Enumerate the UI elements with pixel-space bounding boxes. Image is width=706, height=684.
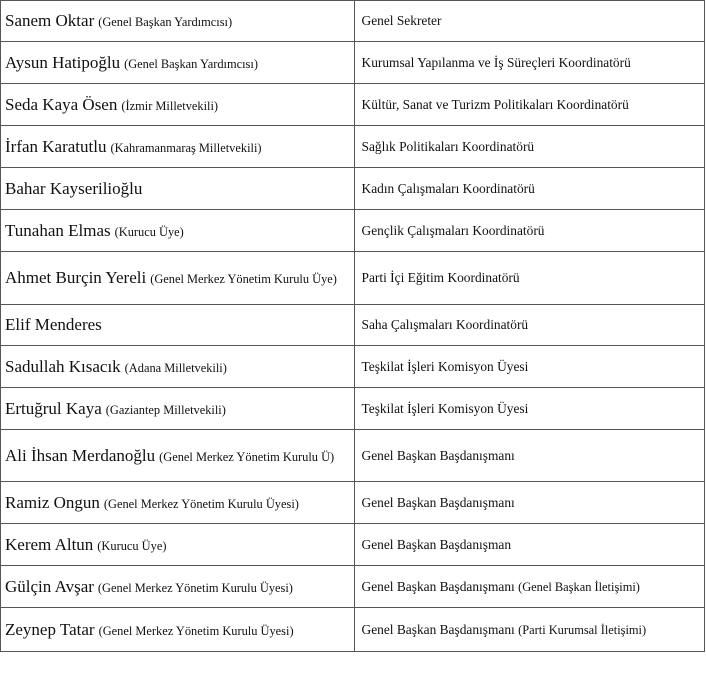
- role-title: Genel Başkan Başdanışmanı: [361, 447, 515, 463]
- table-row: [1, 1, 705, 42]
- role-title: Saha Çalışmaları Koordinatörü: [361, 317, 529, 332]
- person-title-note: (Genel Merkez Yönetim Kurulu Üyesi): [97, 580, 293, 595]
- person-name: Tunahan Elmas: [5, 220, 111, 240]
- table-row: [1, 252, 705, 305]
- role-title: Genel Başkan Başdanışmanı: [361, 578, 515, 594]
- table-row: [1, 305, 705, 346]
- person-name: Sadullah Kısacık: [5, 356, 121, 376]
- person-title-note: (Genel Başkan Yardımcısı): [98, 15, 233, 29]
- role-title: Kültür, Sanat ve Turizm Politikaları Koordinatörü: [361, 96, 629, 112]
- person-title-note: (Genel Merkez Yönetim Kurulu Ü): [159, 449, 335, 464]
- table-row: [1, 168, 705, 210]
- person-title-note: (Kahramanmaraş Milletvekili): [110, 140, 262, 155]
- person-cell: [1, 168, 355, 210]
- table-row: [1, 608, 705, 652]
- person-cell: [1, 252, 355, 305]
- role-cell: [354, 210, 704, 252]
- role-title: Kadın Çalışmaları Koordinatörü: [361, 180, 535, 196]
- person-title-note: (Kurucu Üye): [97, 538, 167, 553]
- person-title-note: (İzmir Milletvekili): [121, 98, 219, 113]
- role-cell: [354, 430, 704, 482]
- person-cell: [1, 305, 355, 346]
- role-cell: [354, 566, 704, 608]
- person-name: Ertuğrul Kaya: [5, 398, 102, 418]
- person-cell: [1, 346, 355, 388]
- role-cell: [354, 84, 704, 126]
- person-title-note: (Genel Merkez Yönetim Kurulu Üyesi): [98, 623, 294, 638]
- role-title: Teşkilat İşleri Komisyon Üyesi: [361, 358, 529, 374]
- person-cell: [1, 1, 355, 42]
- person-title-note: (Kurucu Üye): [114, 224, 184, 239]
- person-cell: [1, 524, 355, 566]
- table-row: [1, 126, 705, 168]
- person-cell: [1, 388, 355, 430]
- role-cell: [354, 126, 704, 168]
- person-name: Zeynep Tatar: [5, 619, 95, 639]
- role-title: Genel Başkan Başdanışman: [361, 536, 512, 552]
- person-title-note: (Genel Merkez Yönetim Kurulu Üyesi): [103, 496, 299, 511]
- role-cell: [354, 42, 704, 84]
- table-row: [1, 482, 705, 524]
- table-row: [1, 346, 705, 388]
- person-name: Ahmet Burçin Yereli: [5, 268, 147, 287]
- role-cell: [354, 305, 704, 346]
- person-name: Gülçin Avşar: [5, 576, 94, 596]
- person-name: Ramiz Ongun: [5, 492, 100, 512]
- table-row: [1, 84, 705, 126]
- person-cell: [1, 608, 355, 652]
- person-title-note: (Adana Milletvekili): [124, 360, 227, 375]
- role-title: Parti İçi Eğitim Koordinatörü: [361, 270, 520, 285]
- role-title: Genel Başkan Başdanışmanı: [361, 621, 515, 637]
- role-note: (Genel Başkan İletişimi): [518, 579, 640, 594]
- role-title: Genel Sekreter: [361, 13, 442, 28]
- appointments-table-body: [1, 1, 705, 652]
- role-cell: [354, 524, 704, 566]
- person-title-note: (Genel Başkan Yardımcısı): [124, 56, 258, 71]
- person-name: Sanem Oktar: [5, 11, 95, 30]
- person-name: Ali İhsan Merdanoğlu: [5, 445, 156, 465]
- person-name: Seda Kaya Ösen: [5, 94, 118, 114]
- role-title: Kurumsal Yapılanma ve İş Süreçleri Koordinatörü: [361, 54, 631, 70]
- person-cell: [1, 42, 355, 84]
- role-title: Genel Başkan Başdanışmanı: [361, 494, 515, 510]
- person-name: Kerem Altun: [5, 534, 94, 554]
- role-cell: [354, 388, 704, 430]
- role-title: Teşkilat İşleri Komisyon Üyesi: [361, 400, 529, 416]
- role-cell: [354, 168, 704, 210]
- person-name: İrfan Karatutlu: [5, 136, 107, 156]
- role-note: (Parti Kurumsal İletişimi): [518, 622, 647, 637]
- role-cell: [354, 482, 704, 524]
- person-cell: [1, 430, 355, 482]
- role-cell: [354, 608, 704, 652]
- role-cell: [354, 346, 704, 388]
- person-name: Elif Menderes: [5, 315, 102, 334]
- table-row: [1, 566, 705, 608]
- person-name: Aysun Hatipoğlu: [5, 52, 121, 72]
- role-title: Gençlik Çalışmaları Koordinatörü: [361, 222, 545, 238]
- role-cell: [354, 1, 704, 42]
- role-title: Sağlık Politikaları Koordinatörü: [361, 138, 535, 154]
- person-cell: [1, 482, 355, 524]
- person-title-note: (Genel Merkez Yönetim Kurulu Üye): [150, 272, 337, 286]
- person-cell: [1, 84, 355, 126]
- person-cell: [1, 566, 355, 608]
- person-name: Bahar Kayserilioğlu: [5, 178, 143, 198]
- table-row: [1, 524, 705, 566]
- table-row: [1, 388, 705, 430]
- person-cell: [1, 210, 355, 252]
- role-cell: [354, 252, 704, 305]
- table-row: [1, 430, 705, 482]
- person-title-note: (Gaziantep Milletvekili): [105, 402, 226, 417]
- table-row: [1, 42, 705, 84]
- table-row: [1, 210, 705, 252]
- person-cell: [1, 126, 355, 168]
